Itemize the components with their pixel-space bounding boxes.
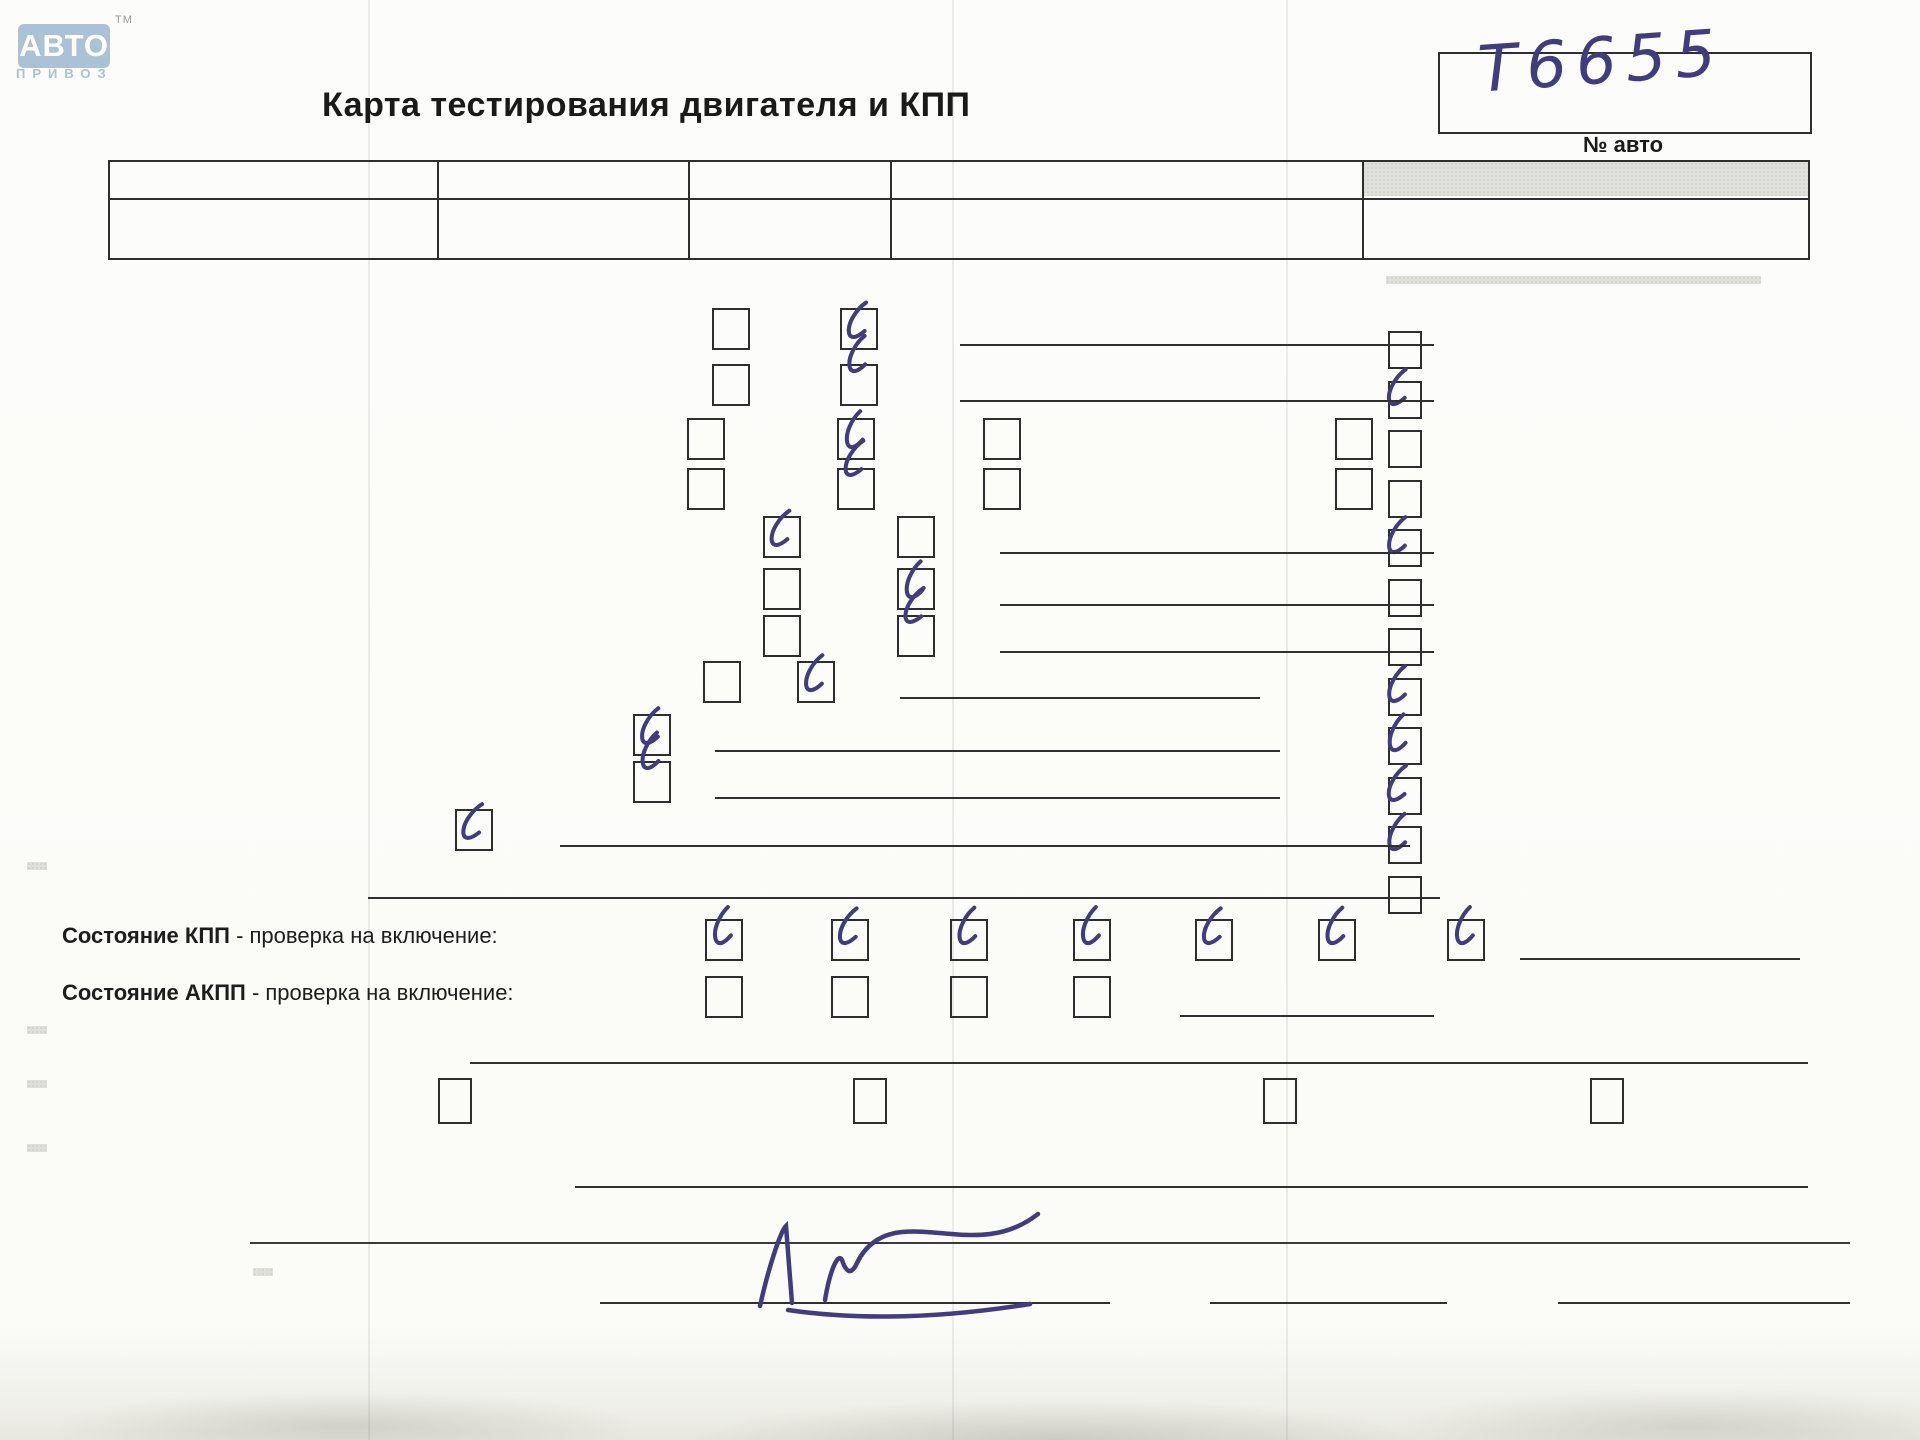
auto-number-label: № авто <box>1582 132 1664 157</box>
auto-number-handwritten: Т6655 <box>1475 16 1728 108</box>
akpp-remarks-checkbox-0[interactable] <box>438 1078 472 1124</box>
engine-test-checkbox-4-1[interactable] <box>897 516 935 558</box>
equipment-checkbox-3[interactable] <box>1388 480 1422 518</box>
engine-test-checkbox-0-0[interactable] <box>712 308 750 350</box>
handwritten-check-mark <box>893 583 931 632</box>
engine-test-writing-line-10 <box>560 845 1410 847</box>
vehicle-table-column-border <box>688 160 690 260</box>
akpp-row-checkbox-3[interactable] <box>1073 976 1111 1018</box>
akpp-remarks-label <box>27 1080 47 1088</box>
engine-test-checkbox-6-0[interactable] <box>763 615 801 657</box>
mkpp-remarks-label <box>27 1026 47 1034</box>
equipment-checkbox-2[interactable] <box>1388 430 1422 468</box>
engine-test-checkbox-3-3[interactable] <box>1335 468 1373 510</box>
engine-test-writing-line-5 <box>1000 604 1434 606</box>
vehicle-table-column-border <box>890 160 892 260</box>
handwritten-check-mark <box>838 333 873 380</box>
handwritten-check-mark <box>1315 904 1351 951</box>
tester-signature <box>730 1208 1060 1318</box>
handwritten-check-mark <box>1376 711 1413 759</box>
handwritten-check-mark <box>1377 365 1413 412</box>
vehicle-table-column-border <box>437 160 439 260</box>
sign-line <box>1210 1302 1447 1304</box>
handwritten-check-mark <box>630 729 666 777</box>
handwritten-check-mark <box>833 436 870 484</box>
handwritten-check-mark <box>1443 903 1482 952</box>
engine-test-checkbox-2-2[interactable] <box>983 418 1021 460</box>
handwritten-check-mark <box>1192 904 1228 951</box>
logo-privoz-text: ПРИВОЗ <box>16 66 113 81</box>
tested-by-label <box>253 1268 273 1276</box>
page-title: Карта тестирования двигателя и КПП <box>322 86 971 124</box>
akpp-row-title: Состояние АКПП <box>62 980 246 1005</box>
equipment-checkbox-6[interactable] <box>1388 628 1422 666</box>
removed-from-engine-label <box>27 1144 47 1152</box>
handwritten-check-mark <box>1377 761 1413 809</box>
mkpp-remarks-line <box>470 1062 1808 1064</box>
equipment-checkbox-11[interactable] <box>1388 876 1422 914</box>
engine-test-checkbox-2-0[interactable] <box>687 418 725 460</box>
kpp-row-writing-line <box>1520 958 1800 960</box>
engine-test-checkbox-3-2[interactable] <box>983 468 1021 510</box>
handwritten-check-mark <box>701 903 740 952</box>
dvs-remarks-label <box>27 862 47 870</box>
logo-tm-mark: ТМ <box>115 14 133 26</box>
engine-test-checkbox-5-0[interactable] <box>763 568 801 610</box>
engine-test-writing-line-0 <box>960 344 1434 346</box>
handwritten-check-mark <box>947 904 983 951</box>
vehicle-table-column-border <box>1362 160 1364 260</box>
handwritten-check-mark <box>1069 903 1108 952</box>
handwritten-check-mark <box>451 798 490 847</box>
equipment-checkbox-0[interactable] <box>1388 331 1422 369</box>
kpp-row-label <box>62 923 498 949</box>
akpp-remarks-checkbox-1[interactable] <box>853 1078 887 1124</box>
equipment-header <box>1386 276 1761 284</box>
date-line <box>1558 1302 1850 1304</box>
akpp-row-checkbox-1[interactable] <box>831 976 869 1018</box>
engine-test-writing-line-7 <box>900 697 1260 699</box>
akpp-row-checkbox-2[interactable] <box>950 976 988 1018</box>
logo-brand-text: АВТО <box>19 28 109 63</box>
engine-test-checkbox-1-0[interactable] <box>712 364 750 406</box>
kpp-row-title: Состояние КПП <box>62 923 230 948</box>
engine-test-writing-line-8 <box>715 750 1280 752</box>
engine-test-checkbox-2-3[interactable] <box>1335 418 1373 460</box>
akpp-remarks-checkbox-2[interactable] <box>1263 1078 1297 1124</box>
engine-test-checkbox-7-0[interactable] <box>703 661 741 703</box>
odometer-header-shade <box>1362 162 1808 196</box>
engine-test-writing-line-9 <box>715 797 1280 799</box>
akpp-row-writing-line <box>1180 1015 1434 1017</box>
engine-test-checkbox-3-0[interactable] <box>687 468 725 510</box>
engine-test-writing-line-6 <box>1000 651 1434 653</box>
kpp-row-subtitle: - проверка на включение: <box>229 923 498 948</box>
dvs-remarks-line <box>368 897 1440 899</box>
logo-avto-block <box>18 24 110 68</box>
akpp-remarks-checkbox-3[interactable] <box>1590 1078 1624 1124</box>
vehicle-table-header-rule <box>108 198 1810 200</box>
handwritten-check-mark <box>828 904 864 951</box>
akpp-row-checkbox-0[interactable] <box>705 976 743 1018</box>
engine-test-writing-line-4 <box>1000 552 1434 554</box>
removed-writing-line <box>575 1186 1808 1188</box>
akpp-row-subtitle: - проверка на включение: <box>245 980 514 1005</box>
equipment-checkbox-5[interactable] <box>1388 579 1422 617</box>
handwritten-check-mark <box>1378 811 1413 858</box>
akpp-row-label <box>62 980 514 1006</box>
handwritten-check-mark <box>759 506 796 554</box>
engine-test-writing-line-1 <box>960 400 1434 402</box>
handwritten-check-mark <box>1378 663 1412 709</box>
handwritten-check-mark <box>795 652 830 699</box>
